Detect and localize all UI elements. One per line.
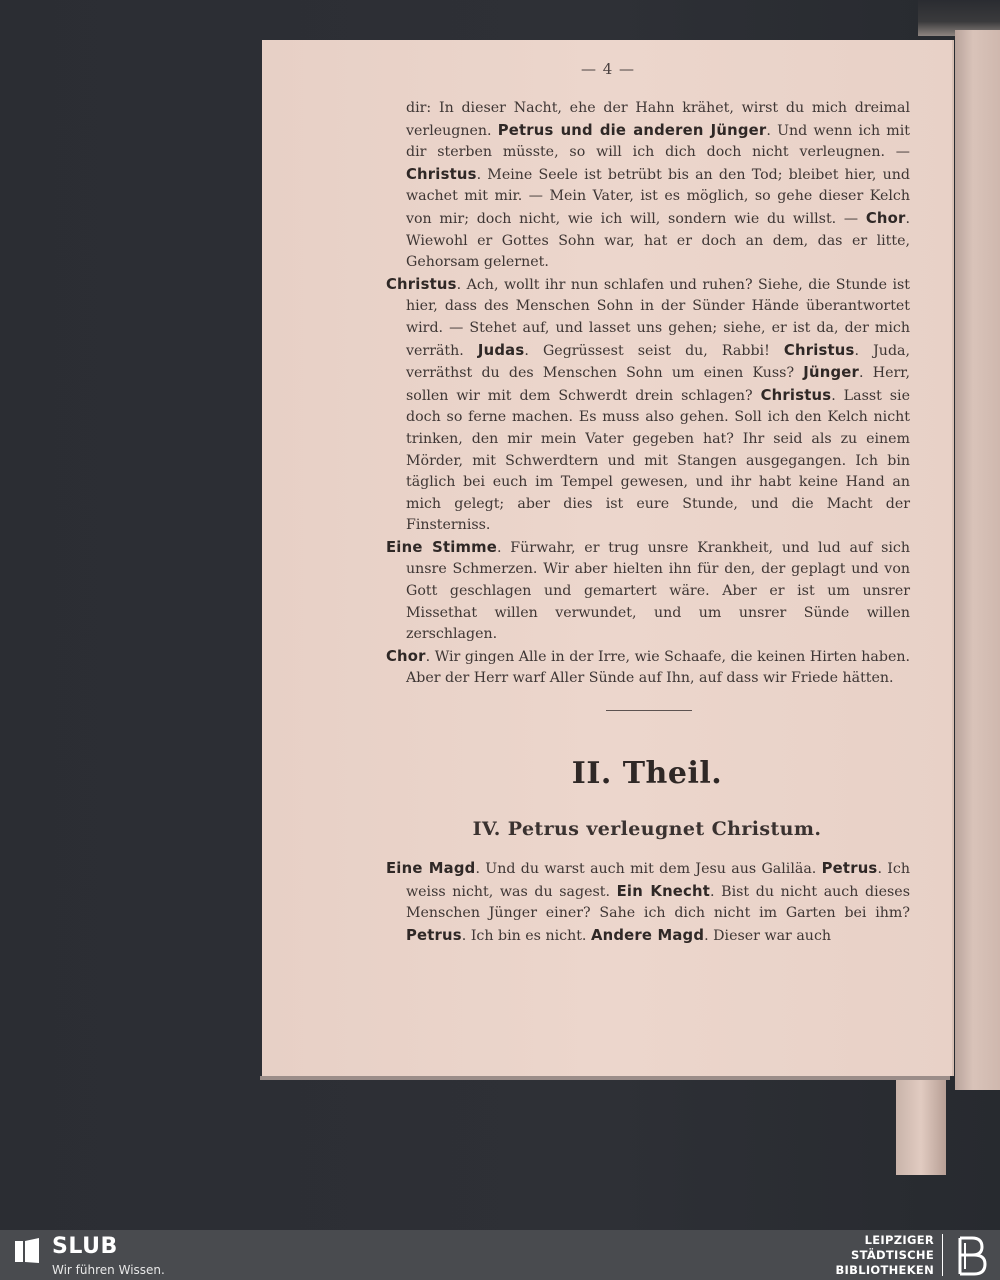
- adjacent-page-edge: [955, 30, 1000, 1090]
- dialogue-paragraph: [386, 274, 910, 537]
- dialogue-text: . Wir gingen Alle in der Irre, wie Schaafe, die keinen Hirten haben. Aber der Herr warf Aller Sünde auf Ihn, auf dass wir Friede hätten.: [406, 648, 910, 687]
- dialogue-paragraph: [386, 537, 910, 646]
- dialogue-paragraph: [406, 98, 910, 274]
- part-title: II. Theil.: [571, 756, 723, 791]
- page-body-before: [386, 98, 910, 690]
- dialogue-text: . Wiewohl er Gottes Sohn war, hat er doch an dem, das er litte, Gehorsam gelernet.: [406, 210, 910, 271]
- speaker-name: Judas: [477, 341, 525, 359]
- speaker-name: Andere Magd: [590, 926, 705, 944]
- lsb-b-logo-icon: [952, 1234, 990, 1278]
- speaker-name: Petrus und die anderen Jünger: [497, 121, 767, 139]
- speaker-name: Christus: [386, 275, 457, 293]
- dialogue-paragraph: [386, 858, 910, 947]
- speaker-name: Chor: [386, 647, 426, 665]
- dialogue-text: . Ich bin es nicht.: [461, 927, 591, 944]
- page-bottom-shadow: [260, 1076, 950, 1080]
- dialogue-text: . Und wenn ich mit dir sterben müsste, so will ich dich doch nicht verleugnen. —: [406, 122, 910, 161]
- section-title: IV. Petrus verleugnet Christum.: [472, 818, 822, 840]
- dialogue-text: . Herr, sollen wir mit dem Schwerdt drein schlagen?: [406, 365, 910, 404]
- speaker-name: Christus: [760, 386, 832, 404]
- dialogue-text: . Dieser war auch: [704, 927, 832, 944]
- page-number: — 4 —: [580, 60, 636, 78]
- slub-book-icon: [12, 1236, 42, 1266]
- speaker-name: Jünger: [803, 364, 859, 382]
- dialogue-text: . Lasst sie doch so ferne machen. Es muss also gehen. Soll ich den Kelch nicht trinken, den mir mein Vater gegeben hat? Ihr seid als zu einem Mörder, mit Schwerdtern und mit Stangen ausgegangen. Ich bin täglich bei euch im Tempel gewesen, und ihr habt keine Hand an mich gelegt; aber dies ist eure Stunde, und die Macht der Finsterniss.: [406, 387, 910, 534]
- speaker-name: Ein Knecht: [616, 882, 711, 900]
- slub-tagline: Wir führen Wissen.: [52, 1263, 165, 1277]
- viewer-footer: [0, 1230, 1000, 1280]
- dialogue-text: . Ach, wollt ihr nun schlafen und ruhen? Siehe, die Stunde ist hier, dass des Menschen Sohn in der Sünder Hände überantwortet wird. — Stehet auf, und lasset uns gehen; siehe, er ist da, der mich verräth.: [406, 276, 910, 359]
- library-name-line-1: LEIPZIGER: [864, 1233, 934, 1247]
- dialogue-text: . Gegrüssest seist du, Rabbi!: [524, 342, 784, 359]
- library-name-line-3: BIBLIOTHEKEN: [835, 1263, 934, 1277]
- footer-divider: [942, 1234, 943, 1276]
- library-name-line-2: STÄDTISCHE: [850, 1248, 934, 1262]
- dialogue-text: . Meine Seele ist betrübt bis an den Tod; bleibet hier, und wachet mit mir. — Mein Vater, ist es möglich, so gehe dieser Kelch von mir; doch nicht, wie ich will, sondern wie du willst. —: [406, 166, 910, 227]
- page-body-after: [386, 858, 910, 947]
- speaker-name: Eine Stimme: [386, 538, 498, 556]
- dialogue-text: . Fürwahr, er trug unsre Krankheit, und lud auf sich unsre Schmerzen. Wir aber hielten ihn für den, der geplagt und von Gott geschlagen und gemartert wäre. Aber er ist um unsrer Missethat willen verwundet, und um unsrer Sünde willen zerschlagen.: [406, 539, 910, 643]
- speaker-name: Eine Magd: [386, 860, 476, 877]
- dialogue-text: dir: In dieser Nacht, ehe der Hahn krähet, wirst du mich dreimal verleugnen.: [406, 100, 910, 139]
- speaker-name: Petrus: [406, 926, 462, 944]
- slub-brand[interactable]: SLUB: [52, 1234, 118, 1259]
- dialogue-paragraph: [386, 646, 910, 690]
- speaker-name: Christus: [783, 341, 855, 359]
- dialogue-text: . Ich weiss nicht, was du sagest.: [406, 861, 910, 900]
- dialogue-text: . Juda, verräthst du des Menschen Sohn um einen Kuss?: [406, 342, 910, 382]
- section-divider: [606, 710, 692, 711]
- underlying-page-edge: [896, 1080, 946, 1175]
- scanned-page: [262, 40, 954, 1076]
- speaker-name: Chor: [865, 209, 906, 227]
- library-name[interactable]: [835, 1233, 934, 1278]
- speaker-name: Petrus: [821, 860, 878, 877]
- speaker-name: Christus: [406, 165, 477, 183]
- dialogue-text: . Und du warst auch mit dem Jesu aus Galiläa.: [475, 861, 822, 877]
- dialogue-text: . Bist du nicht auch dieses Menschen Jünger einer? Sahe ich dich nicht im Garten bei ihm?: [406, 883, 910, 922]
